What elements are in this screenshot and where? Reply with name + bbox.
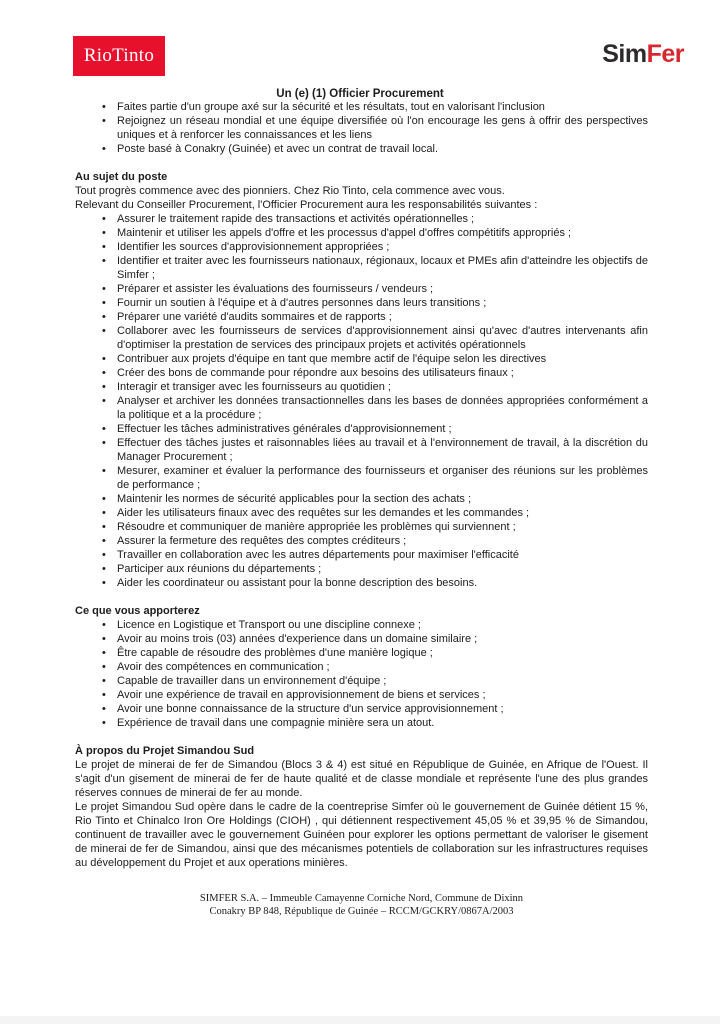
list-item: • Collaborer avec les fournisseurs de services d'approvisionnement ainsi qu'avec d'autres intervenants afin d'optimiser la prestation de services des principaux projets et activités opérationnels [100,324,648,352]
list-item: • Rejoignez un réseau mondial et une équipe diversifiée où l'on encourage les gens à offrir des perspectives uniques et à renforcer les connaissances et les liens [100,114,648,142]
qualifications-list [75,618,648,730]
list-item: • Capable de travailler dans un environnement d'équipe ; [100,674,648,688]
list-item: • Préparer une variété d'audits sommaires et de rapports ; [100,310,648,324]
list-item: • Avoir au moins trois (03) années d'experience dans un domaine similaire ; [100,632,648,646]
list-item: • Participer aux réunions du départements ; [100,562,648,576]
list-item: • Être capable de résoudre des problèmes d'une manière logique ; [100,646,648,660]
intro-bullet-list [75,100,648,156]
rio-tinto-logo [73,36,165,76]
list-item: • Assurer le traitement rapide des transactions et activités opérationnelles ; [100,212,648,226]
about-project-paragraph-1: Le projet de minerai de fer de Simandou (Blocs 3 & 4) est situé en République de Guinée, en Afrique de l'Ouest. Il s'agit d'un gisement de minerai de fer de haute qualité et de classe mondiale et représente l'une des plus grandes réserves connues de minerai de fer au monde. [75,759,648,799]
section-heading-about-project: À propos du Projet Simandou Sud [75,745,255,757]
list-item: • Avoir une bonne connaissance de la structure d'un service approvisionnement ; [100,702,648,716]
list-item: • Faites partie d'un groupe axé sur la sécurité et les résultats, tout en valorisant l'inclusion [100,100,648,114]
list-item: • Préparer et assister les évaluations des fournisseurs / vendeurs ; [100,282,648,296]
list-item: • Assurer la fermeture des requêtes des comptes créditeurs ; [100,534,648,548]
list-item: • Résoudre et communiquer de manière appropriée les problèmes qui surviennent ; [100,520,648,534]
simfer-logo [602,42,684,67]
page-title: Un (e) (1) Officier Procurement [276,88,444,100]
bottom-edge-strip [0,1016,720,1024]
responsibilities-list [75,212,648,590]
section-heading-about-role: Au sujet du poste [75,171,168,183]
footer-address-line-1: SIMFER S.A. – Immeuble Camayenne Corniche Nord, Commune de Dixinn [199,893,524,904]
simfer-logo-text-sim: Sim [602,40,647,68]
list-item: • Identifier et traiter avec les fournisseurs nationaux, régionaux, locaux et PMEs afin d'atteindre les objectifs de Simfer ; [100,254,648,282]
list-item: • Avoir des compétences en communication ; [100,660,648,674]
list-item: • Avoir une expérience de travail en approvisionnement de biens et services ; [100,688,648,702]
list-item: • Interagir et transiger avec les fournisseurs au quotidien ; [100,380,648,394]
logo-header [0,0,720,76]
list-item: • Travailler en collaboration avec les autres départements pour maximiser l'efficacité [100,548,648,562]
list-item: • Aider les coordinateur ou assistant pour la bonne description des besoins. [100,576,648,590]
list-item: • Créer des bons de commande pour répondre aux besoins des utilisateurs finaux ; [100,366,648,380]
simfer-logo-text-fer: Fer [646,40,684,68]
list-item: • Fournir un soutien à l'équipe et à d'autres personnes dans leurs transitions ; [100,296,648,310]
list-item: • Expérience de travail dans une compagnie minière sera un atout. [100,716,648,730]
list-item: • Mesurer, examiner et évaluer la performance des fournisseurs et organiser des réunions sur les problèmes de performance ; [100,464,648,492]
about-role-tagline: Tout progrès commence avec des pionniers. Chez Rio Tinto, cela commence avec vous. [75,185,505,197]
list-item: • Analyser et archiver les données transactionnelles dans les bases de données appropriées conformément a la politique et a la procédure ; [100,394,648,422]
document-body [0,100,720,918]
footer-address-line-2: Conakry BP 848, République de Guinée – RCCM/GCKRY/0867A/2003 [209,906,514,917]
list-item: • Identifier les sources d'approvisionnement appropriées ; [100,240,648,254]
list-item: • Maintenir et utiliser les appels d'offre et les processus d'appel d'offres compétitifs appropriés ; [100,226,648,240]
about-role-intro: Relevant du Conseiller Procurement, l'Officier Procurement aura les responsabilités suivantes : [75,199,538,211]
company-footer [75,892,648,918]
list-item: • Licence en Logistique et Transport ou une discipline connexe ; [100,618,648,632]
section-heading-qualifications: Ce que vous apporterez [75,605,200,617]
list-item: • Effectuer les tâches administratives générales d'approvisionnement ; [100,422,648,436]
list-item: • Maintenir les normes de sécurité applicables pour la section des achats ; [100,492,648,506]
list-item: • Contribuer aux projets d'équipe en tant que membre actif de l'équipe selon les directives [100,352,648,366]
list-item: • Poste basé à Conakry (Guinée) et avec un contrat de travail local. [100,142,648,156]
rio-tinto-logo-text: RioTinto [83,45,155,66]
list-item: • Effectuer des tâches justes et raisonnables liées au travail et à l'environnement de travail, à la discrétion du Manager Procurement ; [100,436,648,464]
about-project-paragraph-2: Le projet Simandou Sud opère dans le cadre de la coentreprise Simfer où le gouvernement de Guinée détient 15 %, Rio Tinto et Chinalco Iron Ore Holdings (CIOH) , qui détiennent respectivement 45,05 % et 39,95 % de Simandou, continuent de travailler avec le gouvernement Guinéen pour explorer les options permettant de valoriser le gisement de minerai de fer de Simandou, ainsi que des mécanismes potentiels de collaboration sur les infrastructures requises au développement du Projet et aux operations minières. [75,801,648,869]
list-item: • Aider les utilisateurs finaux avec des requêtes sur les demandes et les commandes ; [100,506,648,520]
